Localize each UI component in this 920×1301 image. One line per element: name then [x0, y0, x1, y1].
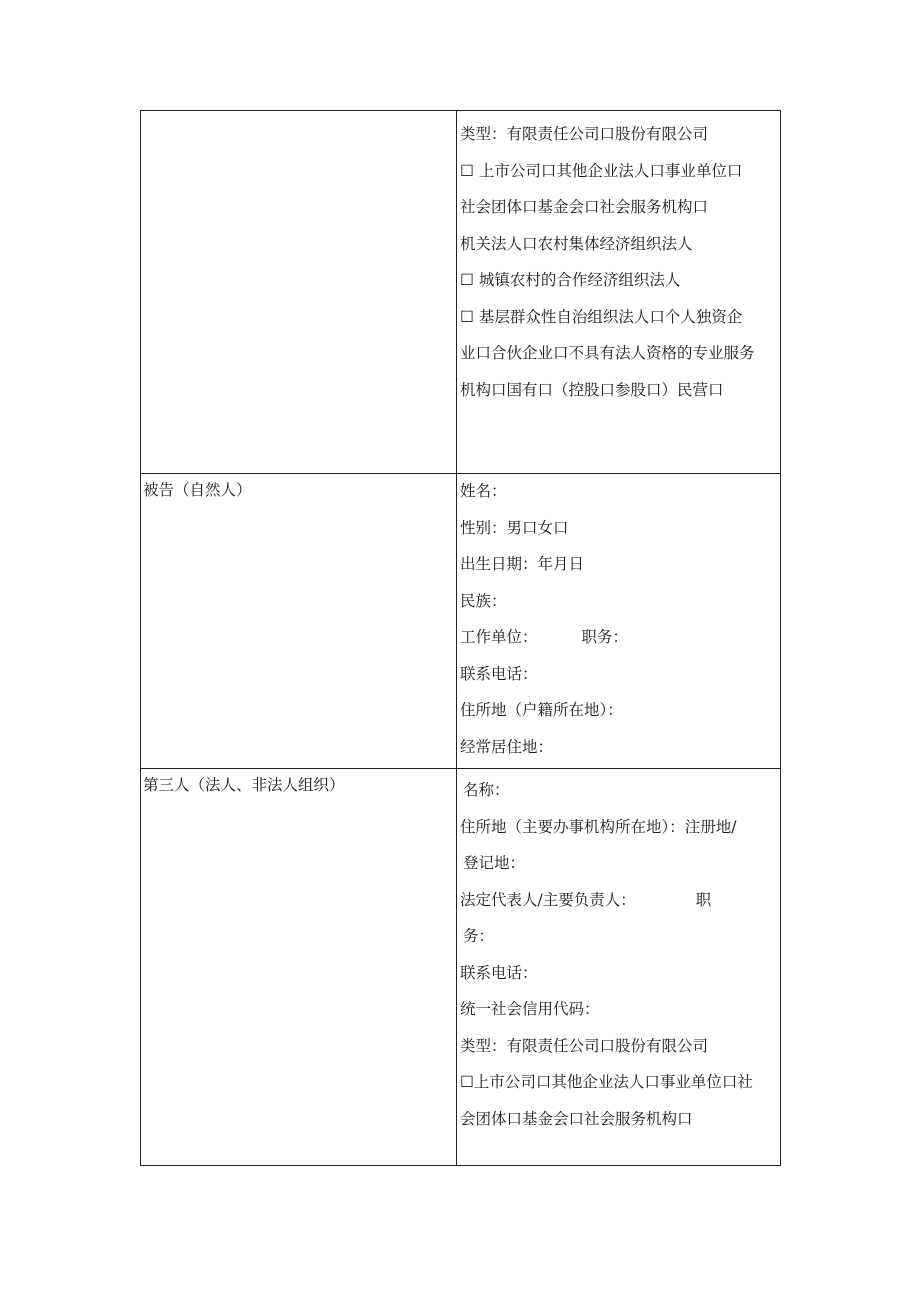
- employer-position-line: [460, 622, 780, 659]
- row-content-cell: [457, 111, 781, 474]
- birthdate-field-label: 出生日期：年月日: [460, 555, 585, 573]
- phone-field-label: 联系电话：: [460, 664, 538, 683]
- position-field-label: 职务：: [581, 628, 629, 646]
- residence-field-label: 经常居住地：: [460, 737, 554, 756]
- name-field-label: 姓名：: [460, 482, 507, 500]
- table-row: [141, 769, 781, 1166]
- row-label-cell: [141, 769, 457, 1166]
- legal-rep-field-label: 法定代表人/主要负责人：: [460, 890, 636, 909]
- position-field-label: 职: [695, 890, 712, 909]
- position-field-continuation: 务：: [463, 927, 495, 945]
- legal-rep-line: [460, 885, 780, 922]
- org-name-field-label: 名称：: [463, 781, 510, 799]
- type-option-line: ☐上市公司口其他企业法人口事业单位口社: [460, 1073, 753, 1091]
- table-row: [141, 474, 781, 769]
- type-option-line: 机构口国有口（控股口参股口）民营口: [460, 380, 724, 399]
- type-line: 类型：有限责任公司口股份有限公司: [460, 125, 709, 143]
- row-label-cell: [141, 111, 457, 474]
- domicile-field-label: 住所地（户籍所在地）：: [460, 701, 623, 719]
- credit-code-field-label: 统一社会信用代码：: [460, 1000, 600, 1018]
- row-label: [141, 111, 456, 115]
- defendant-label: 被告（自然人）: [143, 481, 252, 499]
- third-party-label: 第三人（法人、非法人组织）: [143, 776, 345, 794]
- gender-field-label: 性别：男口女口: [460, 518, 569, 537]
- type-option-line: ☐ 基层群众性自治组织法人口个人独资企: [460, 307, 743, 326]
- type-option-line: ☐ 城镇农村的合作经济组织法人: [460, 271, 681, 289]
- type-option-line: 业口合伙企业口不具有法人资格的专业服务: [460, 344, 755, 362]
- ethnicity-field-label: 民族：: [460, 591, 507, 610]
- type-option-line: 会团体口基金会口社会服务机构口: [460, 1109, 693, 1128]
- type-option-line: 机关法人口农村集体经济组织法人: [460, 234, 693, 253]
- address-field-label: 住所地（主要办事机构所在地）：注册地/: [460, 817, 737, 836]
- row-label-cell: [141, 474, 457, 769]
- row-content-cell: [457, 769, 781, 1166]
- type-line: 类型：有限责任公司口股份有限公司: [460, 1036, 709, 1055]
- type-option-line: ☐ 上市公司口其他企业法人口事业单位口: [460, 161, 743, 180]
- row-content-cell: [457, 474, 781, 769]
- table-row: [141, 111, 781, 474]
- registration-field-label: 登记地：: [463, 854, 526, 872]
- phone-field-label: 联系电话：: [460, 963, 538, 982]
- employer-field-label: 工作单位：: [460, 628, 538, 646]
- form-table: [140, 110, 781, 1166]
- type-option-line: 社会团体口基金会口社会服务机构口: [460, 198, 709, 216]
